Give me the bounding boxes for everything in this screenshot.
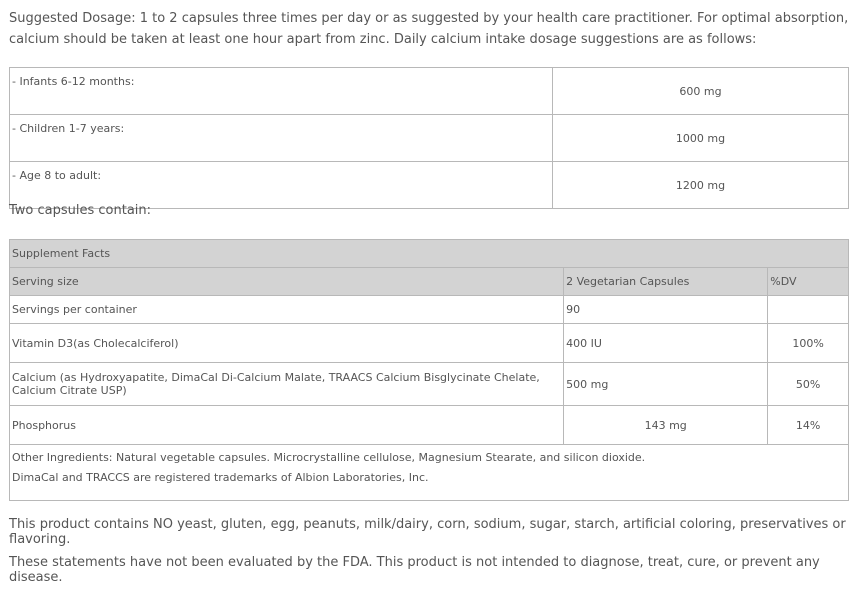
nutrient-amount: 500 mg bbox=[564, 363, 768, 406]
facts-header-row bbox=[10, 268, 849, 296]
facts-title: Supplement Facts bbox=[10, 240, 849, 268]
nutrient-dv: 14% bbox=[768, 406, 849, 445]
trademark-note: DimaCal and TRACCS are registered trademarks of Albion Laboratories, Inc. bbox=[12, 471, 429, 484]
serving-size-label: Serving size bbox=[10, 268, 564, 296]
dosage-value: 1200 mg bbox=[553, 162, 849, 209]
nutrient-amount: 143 mg bbox=[564, 406, 768, 445]
dosage-table bbox=[9, 67, 849, 209]
table-row bbox=[10, 162, 849, 209]
nutrient-name: Calcium (as Hydroxyapatite, DimaCal Di-Calcium Malate, TRAACS Calcium Bisglycinate Chelate, Calcium Citrate USP) bbox=[10, 363, 564, 406]
dosage-label: - Children 1-7 years: bbox=[10, 115, 553, 162]
table-row bbox=[10, 324, 849, 363]
nutrient-name: Phosphorus bbox=[10, 406, 564, 445]
other-ingredients: Other Ingredients: Natural vegetable capsules. Microcrystalline cellulose, Magnesium Stearate, and silicon dioxide. bbox=[12, 451, 646, 464]
serving-size-value: 2 Vegetarian Capsules bbox=[564, 268, 768, 296]
servings-value: 90 bbox=[564, 296, 768, 324]
dosage-value: 600 mg bbox=[553, 68, 849, 115]
dosage-value: 1000 mg bbox=[553, 115, 849, 162]
table-row bbox=[10, 296, 849, 324]
two-capsules-heading: Two capsules contain: bbox=[9, 203, 152, 218]
empty-cell bbox=[768, 296, 849, 324]
nutrient-dv: 50% bbox=[768, 363, 849, 406]
dosage-intro: Suggested Dosage: 1 to 2 capsules three times per day or as suggested by your health care practitioner. For optimal absorption, calcium should be taken at least one hour apart from zinc. Daily calcium intake dosage suggestions are as follows: bbox=[9, 11, 849, 47]
table-row bbox=[10, 363, 849, 406]
nutrient-name: Vitamin D3(as Cholecalciferol) bbox=[10, 324, 564, 363]
nutrient-amount: 400 IU bbox=[564, 324, 768, 363]
dosage-label: - Age 8 to adult: bbox=[10, 162, 553, 209]
servings-label: Servings per container bbox=[10, 296, 564, 324]
facts-footer-row bbox=[10, 445, 849, 501]
facts-title-row bbox=[10, 240, 849, 268]
facts-footer bbox=[10, 445, 849, 501]
table-row bbox=[10, 406, 849, 445]
dv-header: %DV bbox=[768, 268, 849, 296]
fda-disclaimer: These statements have not been evaluated by the FDA. This product is not intended to diagnose, treat, cure, or prevent any disease. bbox=[9, 555, 820, 585]
table-row bbox=[10, 68, 849, 115]
allergen-statement: This product contains NO yeast, gluten, egg, peanuts, milk/dairy, corn, sodium, sugar, starch, artificial coloring, preservatives or flavoring. bbox=[9, 517, 846, 547]
nutrient-dv: 100% bbox=[768, 324, 849, 363]
table-row bbox=[10, 115, 849, 162]
dosage-label: - Infants 6-12 months: bbox=[10, 68, 553, 115]
supplement-facts-table bbox=[9, 239, 849, 501]
